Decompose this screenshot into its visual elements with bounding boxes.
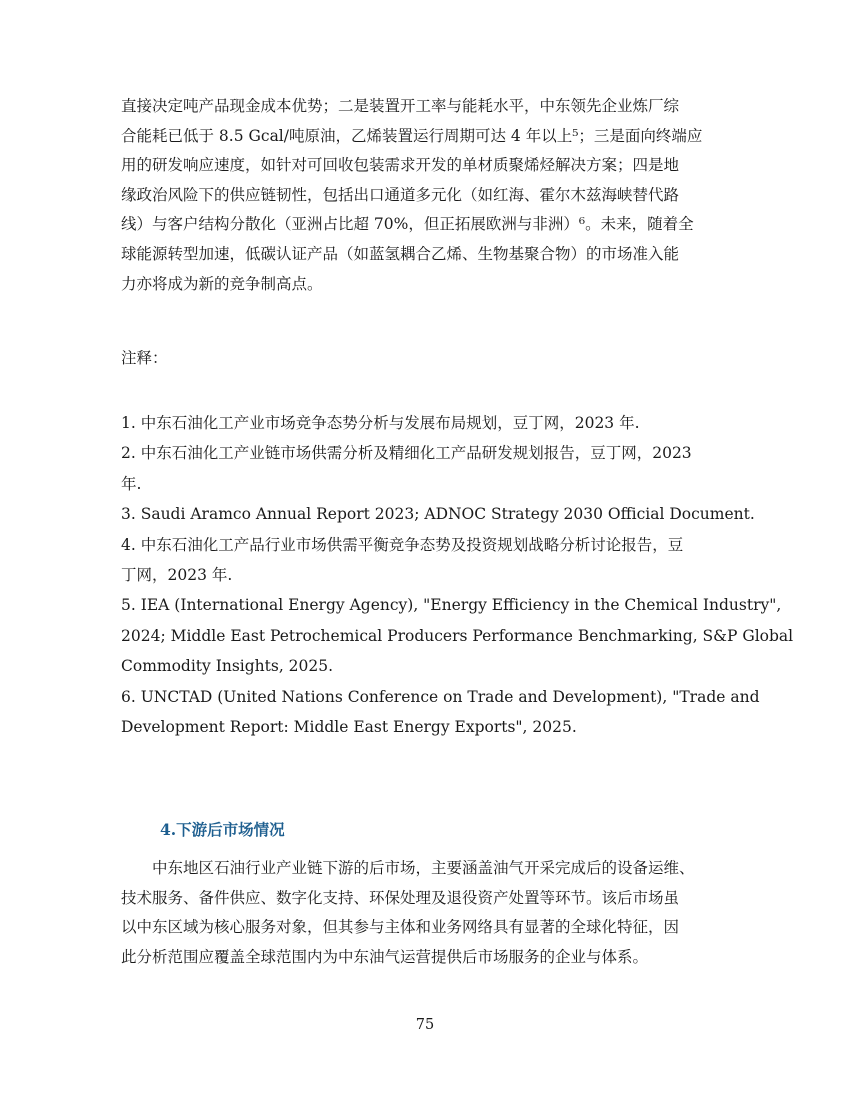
paragraph-line: 此分析范围应覆盖全球范围内为中东油气运营提供后市场服务的企业与体系。 xyxy=(121,947,649,966)
paragraph-line: 以中东区域为核心服务对象，但其参与主体和业务网络具有显著的全球化特征，因 xyxy=(121,918,680,937)
note-item-2 xyxy=(121,438,741,499)
note-line: 6. UNCTAD (United Nations Conference on Trade and Development), "Trade and xyxy=(121,687,760,706)
note-line: 1. 中东石油化工产业市场竞争态势分析与发展布局规划，豆丁网，2023 年. xyxy=(121,414,640,432)
note-line: 2. 中东石油化工产业链市场供需分析及精细化工产品研发规划报告，豆丁网，2023 xyxy=(121,444,692,463)
body-paragraph-aftermarket xyxy=(121,854,741,972)
body-paragraph-competition xyxy=(121,92,741,299)
section-heading: 4.下游后市场情况 xyxy=(160,820,285,839)
paragraph-line: 中东地区石油行业产业链下游的后市场，主要涵盖油气开采完成后的设备运维、 xyxy=(152,859,695,877)
paragraph-line: 线）与客户结构分散化（亚洲占比超 70%，但正拓展欧洲与非洲）⁶。未来，随着全 xyxy=(121,215,694,234)
paragraph-line: 技术服务、备件供应、数字化支持、环保处理及退役资产处置等环节。该后市场虽 xyxy=(121,888,680,907)
page-number: 75 xyxy=(415,1017,435,1033)
note-line: 5. IEA (International Energy Agency), "Energy Efficiency in the Chemical Industry", xyxy=(121,596,782,615)
note-line: 3. Saudi Aramco Annual Report 2023; ADNOC Strategy 2030 Official Document. xyxy=(121,505,755,524)
paragraph-line: 合能耗已低于 8.5 Gcal/吨原油，乙烯装置运行周期可达 4 年以上⁵；三是面向终端应 xyxy=(121,126,703,145)
note-line: Development Report: Middle East Energy Exports", 2025. xyxy=(121,718,577,737)
paragraph-line: 直接决定吨产品现金成本优势；二是装置开工率与能耗水平，中东领先企业炼厂综 xyxy=(121,97,680,115)
note-item-5 xyxy=(121,590,794,681)
notes-list xyxy=(121,408,794,742)
note-line: 2024; Middle East Petrochemical Producers Performance Benchmarking, S&P Global xyxy=(121,626,794,645)
note-line: Commodity Insights, 2025. xyxy=(121,657,334,676)
note-item-1 xyxy=(121,408,741,438)
note-item-6 xyxy=(121,682,760,743)
note-item-4 xyxy=(121,530,741,591)
paragraph-line: 缘政治风险下的供应链韧性，包括出口通道多元化（如红海、霍尔木兹海峡替代路 xyxy=(121,185,680,204)
paragraph-line: 力亦将成为新的竞争制高点。 xyxy=(121,274,323,293)
notes-heading: 注释： xyxy=(121,349,168,367)
note-line: 年. xyxy=(121,474,142,493)
note-line: 4. 中东石油化工产品行业市场供需平衡竞争态势及投资规划战略分析讨论报告，豆 xyxy=(121,535,684,554)
paragraph-line: 球能源转型加速，低碳认证产品（如蓝氢耦合乙烯、生物基聚合物）的市场准入能 xyxy=(121,244,680,263)
note-line: 丁网，2023 年. xyxy=(121,566,233,585)
paragraph-line: 用的研发响应速度，如针对可回收包装需求开发的单材质聚烯烃解决方案；四是地 xyxy=(121,156,680,175)
note-item-3 xyxy=(121,499,755,529)
